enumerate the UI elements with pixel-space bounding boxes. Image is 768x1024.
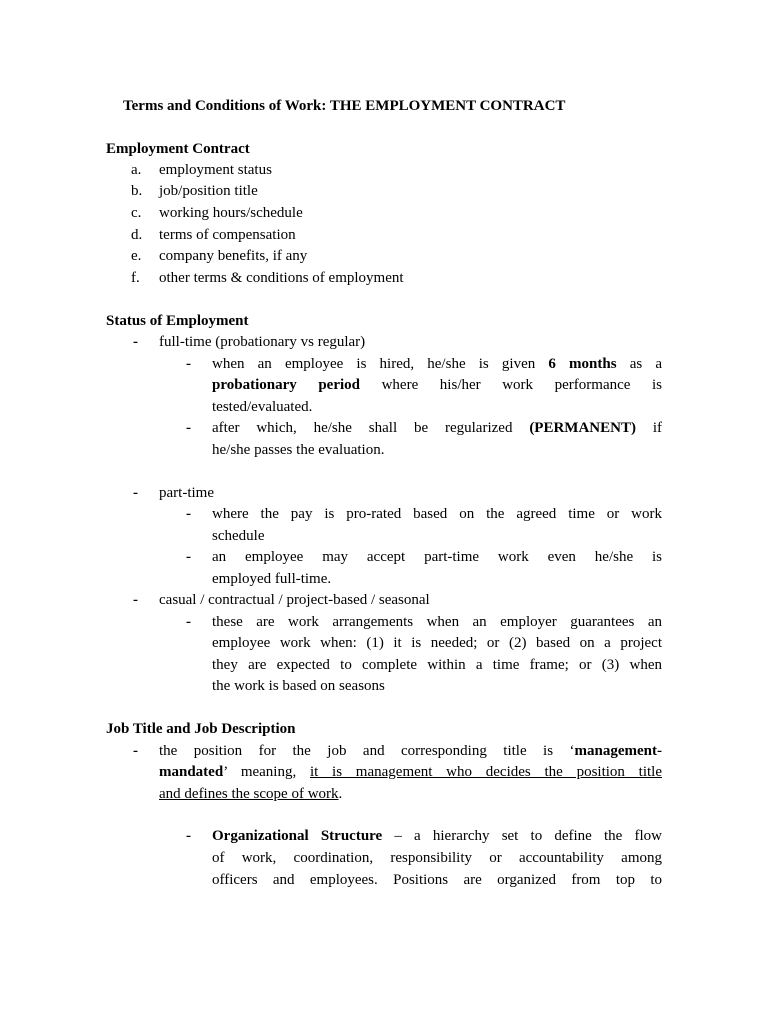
casual-sub1-line4: the work is based on seasons <box>212 678 385 694</box>
full-time-sub1-line2: probationary period where his/her work performance is <box>212 377 663 393</box>
section-heading-employment-contract: Employment Contract <box>106 141 250 157</box>
bullet-dash: - <box>186 549 191 565</box>
bullet-full-time: full-time (probationary vs regular) <box>159 334 366 350</box>
section-heading-job-title: Job Title and Job Description <box>106 721 296 737</box>
bullet-dash: - <box>186 614 191 630</box>
org-structure-line3: officers and employees. Positions are organized from top to <box>212 872 662 888</box>
org-structure-line1: Organizational Structure – a hierarchy set to define the flow <box>212 828 662 844</box>
bullet-dash: - <box>186 828 191 844</box>
part-time-sub1-line1: where the pay is pro-rated based on the agreed time or work <box>212 506 662 522</box>
casual-sub1-line3: they are expected to complete within a time frame; or (3) when <box>212 657 662 673</box>
list-item: job/position title <box>159 183 258 199</box>
list-marker: d. <box>131 227 143 243</box>
list-marker: b. <box>131 183 143 199</box>
section-heading-status-of-employment: Status of Employment <box>106 313 249 329</box>
job-title-line3: and defines the scope of work. <box>159 786 343 802</box>
list-item: company benefits, if any <box>159 248 308 264</box>
part-time-sub2-line2: employed full-time. <box>212 571 332 587</box>
bullet-dash: - <box>133 485 138 501</box>
part-time-sub2-line1: an employee may accept part-time work even he/she is <box>212 549 662 565</box>
bullet-dash: - <box>186 420 191 436</box>
list-marker: e. <box>131 248 142 264</box>
bullet-dash: - <box>133 592 138 608</box>
document-title: Terms and Conditions of Work: THE EMPLOYMENT CONTRACT <box>123 98 566 114</box>
bullet-dash: - <box>186 356 191 372</box>
full-time-sub2-line2: he/she passes the evaluation. <box>212 442 385 458</box>
bullet-dash: - <box>133 743 138 759</box>
part-time-sub1-line2: schedule <box>212 528 265 544</box>
list-item: working hours/schedule <box>159 205 303 221</box>
job-title-line1: the position for the job and corresponding title is ‘management- <box>159 743 662 759</box>
org-structure-line2: of work, coordination, responsibility or accountability among <box>212 850 662 866</box>
full-time-sub1-line1: when an employee is hired, he/she is given 6 months as a <box>212 356 662 372</box>
list-marker: c. <box>131 205 142 221</box>
list-item: employment status <box>159 162 272 178</box>
list-item: other terms & conditions of employment <box>159 270 404 286</box>
list-item: terms of compensation <box>159 227 296 243</box>
list-marker: f. <box>131 270 140 286</box>
casual-sub1-line1: these are work arrangements when an employer guarantees an <box>212 614 662 630</box>
bullet-dash: - <box>186 506 191 522</box>
bullet-casual: casual / contractual / project-based / seasonal <box>159 592 430 608</box>
bullet-dash: - <box>133 334 138 350</box>
full-time-sub2-line1: after which, he/she shall be regularized (PERMANENT) if <box>212 420 662 436</box>
list-marker: a. <box>131 162 142 178</box>
bullet-part-time: part-time <box>159 485 214 501</box>
casual-sub1-line2: employee work when: (1) it is needed; or (2) based on a project <box>212 635 662 651</box>
job-title-line2: mandated’ meaning, it is management who decides the position title <box>159 764 662 780</box>
full-time-sub1-line3: tested/evaluated. <box>212 399 313 415</box>
